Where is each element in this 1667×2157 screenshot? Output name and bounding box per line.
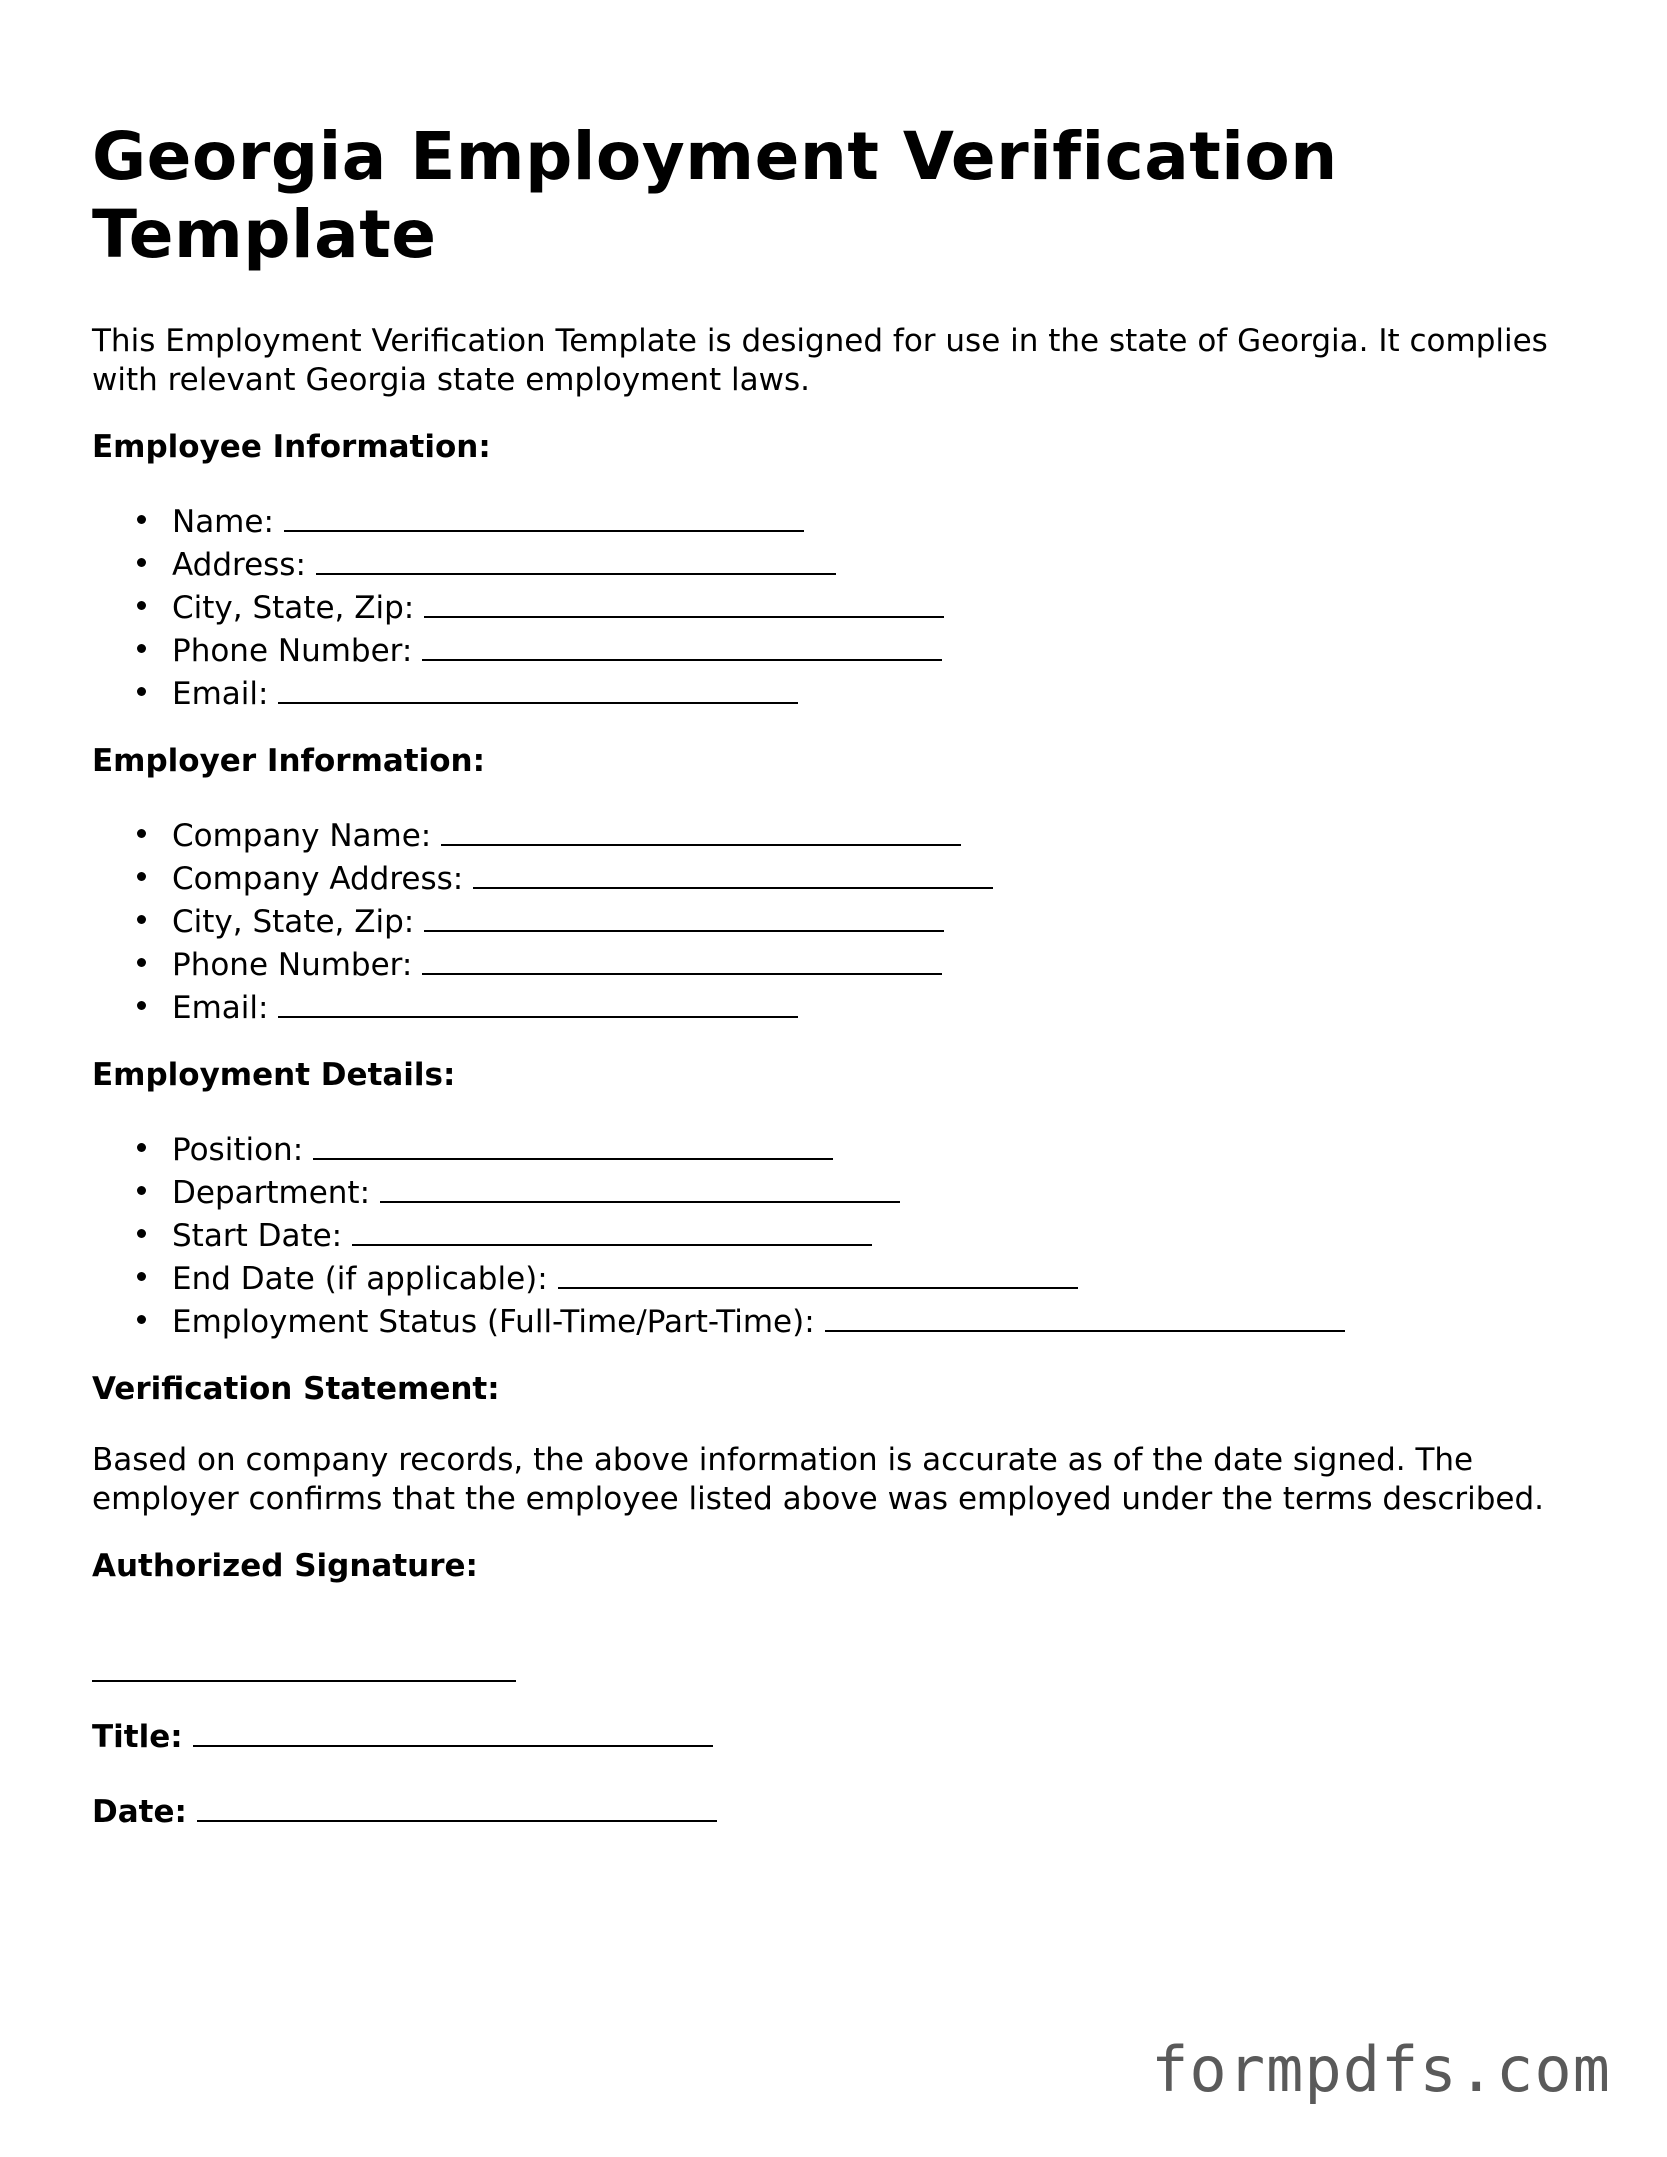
list-item [172, 813, 1592, 856]
field-label: Email: [172, 990, 269, 1026]
list-item [172, 856, 1592, 899]
date-blank[interactable] [197, 1789, 717, 1822]
employee-name-blank[interactable] [284, 499, 804, 532]
employer-fields-list [92, 813, 1592, 1028]
field-label: Name: [172, 504, 274, 540]
company-email-blank[interactable] [278, 985, 798, 1018]
watermark: formpdfs.com [1151, 2033, 1611, 2106]
list-item [172, 1127, 1592, 1170]
list-item [172, 1213, 1592, 1256]
list-item [172, 1256, 1592, 1299]
end-date-blank[interactable] [558, 1256, 1078, 1289]
list-item [172, 1299, 1592, 1342]
employee-email-blank[interactable] [278, 671, 798, 704]
document-title: Georgia Employment Verification Template [92, 118, 1338, 273]
employee-city-state-zip-blank[interactable] [424, 585, 944, 618]
field-label: End Date (if applicable): [172, 1261, 548, 1297]
signature-section-heading: Authorized Signature: [92, 1548, 478, 1584]
employee-section-heading: Employee Information: [92, 429, 491, 465]
title-line [92, 1714, 1592, 1757]
start-date-blank[interactable] [352, 1213, 872, 1246]
employee-fields-list [92, 499, 1592, 714]
list-item [172, 671, 1592, 714]
list-item [172, 942, 1592, 985]
employment-fields-list [92, 1127, 1592, 1342]
list-item [172, 542, 1592, 585]
position-blank[interactable] [313, 1127, 833, 1160]
title-blank[interactable] [193, 1714, 713, 1747]
employment-section-heading: Employment Details: [92, 1057, 456, 1093]
list-item [172, 585, 1592, 628]
employer-section-heading: Employer Information: [92, 743, 486, 779]
field-label: Company Address: [172, 861, 464, 897]
date-line [92, 1789, 1592, 1832]
signature-line[interactable] [92, 1644, 516, 1682]
list-item [172, 628, 1592, 671]
field-label: Company Name: [172, 818, 432, 854]
field-label: Department: [172, 1175, 371, 1211]
field-label: City, State, Zip: [172, 590, 415, 626]
title-label: Title: [92, 1719, 183, 1755]
field-label: Position: [172, 1132, 304, 1168]
company-address-blank[interactable] [473, 856, 993, 889]
company-phone-blank[interactable] [422, 942, 942, 975]
verification-statement: Based on company records, the above information is accurate as of the date signed. The employer confirms that the employee listed above was employed under the terms described. [92, 1442, 1545, 1517]
department-blank[interactable] [380, 1170, 900, 1203]
document-page [92, 118, 1592, 1832]
list-item [172, 985, 1592, 1028]
list-item [172, 499, 1592, 542]
employee-address-blank[interactable] [316, 542, 836, 575]
employee-phone-blank[interactable] [422, 628, 942, 661]
list-item [172, 1170, 1592, 1213]
company-city-state-zip-blank[interactable] [424, 899, 944, 932]
company-name-blank[interactable] [441, 813, 961, 846]
field-label: Phone Number: [172, 947, 413, 983]
field-label: Start Date: [172, 1218, 343, 1254]
list-item [172, 899, 1592, 942]
field-label: Address: [172, 547, 306, 583]
verification-section-heading: Verification Statement: [92, 1371, 500, 1407]
date-label: Date: [92, 1794, 187, 1830]
field-label: Email: [172, 676, 269, 712]
field-label: Phone Number: [172, 633, 413, 669]
intro-paragraph: This Employment Verification Template is designed for use in the state of Georgia. It complies with relevant Georgia state employment laws. [92, 323, 1548, 398]
field-label: City, State, Zip: [172, 904, 415, 940]
field-label: Employment Status (Full-Time/Part-Time): [172, 1304, 815, 1340]
employment-status-blank[interactable] [825, 1299, 1345, 1332]
